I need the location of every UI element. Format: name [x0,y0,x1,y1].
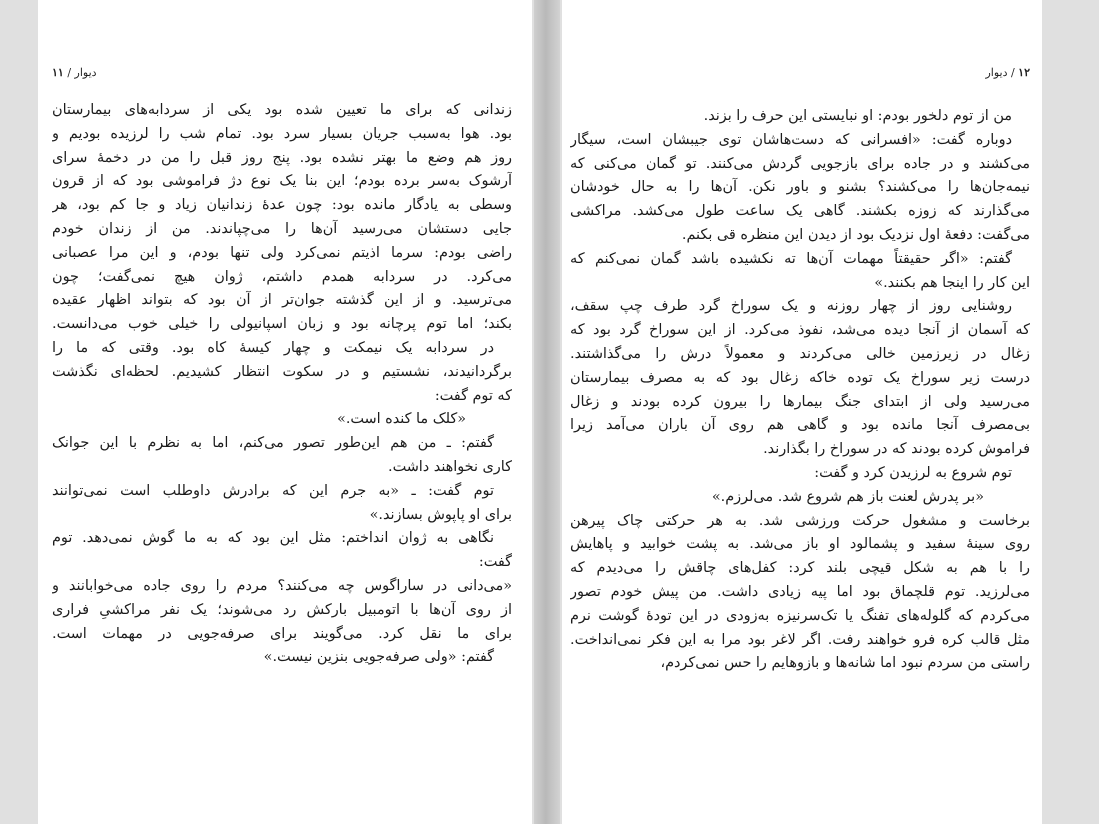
text-line: می‌گذارند که زوزه بکشند. گاهی یک ساعت طول می‌کشد. مراکشی [570,203,1030,220]
text-line: می‌کشند و در جاده برای بازجویی گردش می‌کنند. تو گمان می‌کنی که [570,155,1030,172]
page-header [52,66,97,79]
text-line: می‌گفت: دفعهٔ اول نزدیک بود از دیدن این منظره قی بکنم. [681,226,1030,243]
text-line: می‌کردم که گلوله‌های تفنگ یا تک‌سرنیزه به‌زودی در این تودهٔ گوشت نرم [570,607,1030,624]
page-number: ۱۱ [52,66,64,79]
text-line: من از توم دلخور بودم: او نبایستی این حرف را بزند. [703,108,1012,124]
text-line: برخاست و مشغول حرکت ورزشی شد. به هر حرکتی چاک پیرهن [570,512,1030,529]
page-number: ۱۲ [1018,66,1030,79]
text-line: بکند؛ اما توم پرچانه بود و زبان اسپانیولی را خیلی خوب می‌دانست. [52,316,512,333]
text-line: می‌لرزید. توم قلچماق بود اما پیه زیادی داشت. من پیش خودم تصور [570,583,1030,600]
text-line: می‌ترسید. و از این گذشته جوان‌تر از آن بود که بتواند اظهار عقیده [52,292,512,309]
text-line: روی سینهٔ سفید و پشمالود او باز می‌شد. به پشت خوابید و پاهایش [570,536,1030,553]
header-separator: / [63,66,75,79]
running-title: دیوار [985,66,1008,79]
text-line: مثل قالب کره فرو خواهند رفت. اگر لاغر بود مرا به این فکر نمی‌انداخت. [570,631,1030,648]
running-title: دیوار [74,66,97,79]
text-line: فراموش کرده بودند که در سوراخ را بگذارند. [763,441,1030,458]
text-line: «کلک ما کنده است.» [337,411,466,428]
text-line: این کار را اینجا هم بکنند.» [874,274,1030,291]
page-body-text [570,105,1030,676]
text-line: وسطی به یادگار مانده بود: چون عدهٔ زندانیان زیاد و جا کم بود، هر [52,197,512,214]
text-line: درست زیر سوراخ یک توده خاکه زغال بود که به مصرف بیمارستان [570,369,1030,386]
text-line: نگاهی به ژوان انداختم: مثل این بود که به ما گوش نمی‌دهد. توم [52,530,494,547]
text-line: «بر پدرش لعنت باز هم شروع شد. می‌لرزم.» [711,488,984,505]
text-line: از روی آن‌ها با اتومبیل بارکش رد می‌شوند؛ یک نفر مراکشیِ فراری [52,601,512,618]
text-line: دوباره گفت: «افسرانی که دست‌هاشان توی جیبشان است، سیگار [570,131,1012,148]
text-line: که توم گفت: [434,387,512,404]
text-line: برای او پاپوش بسازند.» [369,506,512,523]
text-line: راستی من سردم نبود اما شانه‌ها و بازوهایم را حس نمی‌کردم، [660,655,1030,672]
text-line: گفتم: «اگر حقیقتاً مهمات آن‌ها ته نکشیده باشد گمان نمی‌کنم که [570,250,1012,267]
page-body-text [52,99,512,670]
text-line: «می‌دانی در ساراگوس چه می‌کنند؟ مردم را روی جاده می‌خوابانند و [52,577,512,594]
text-line: روشنایی روز از چهار روزنه و یک سوراخ گرد طرف چپ سقف، [570,298,1012,315]
page-header [985,66,1030,79]
text-line: گفتم: ـ من هم این‌طور تصور می‌کنم، اما به نظرم با این جوانک [52,435,494,452]
header-separator: / [1007,66,1019,79]
text-line: راضی بودم: سرما اذیتم نمی‌کرد ولی تنها بودم، و این مرا عصبانی [52,244,512,261]
text-line: جایی دستشان می‌رسید آن‌ها را می‌چپاندند. من از زندان خودم [52,220,512,237]
right-page [562,0,1042,824]
text-line: توم شروع به لرزیدن کرد و گفت: [814,464,1012,481]
text-line: بود. هوا به‌سبب جریان بسیار سرد بود. تمام شب را لرزیده بودیم و [52,125,512,142]
text-line: گفتم: «ولی صرفه‌جویی بنزین نیست.» [263,649,494,666]
text-line: می‌کرد. در سردابه همدم داشتم، ژوان هیچ نمی‌گفت؛ چون [52,268,512,285]
text-line: آرشوک به‌سر برده بودم؛ این بنا یک نوع دژ فراموشی بود که از قرون [52,173,512,190]
text-line: برای ما نقل کرد. می‌گویند برای صرفه‌جویی در مهمات است. [52,625,512,642]
book-gutter [534,0,560,824]
text-line: را با هم به شکل قیچی بلند کرد: کفل‌های چاقش را می‌دیدم که [570,560,1030,577]
text-line: می‌رسید ولی از ابتدای جنگ بیمارها را بیرون کرده بودند و زغال [570,393,1030,410]
text-line: گفت: [478,554,512,571]
text-line: روز هم وضع ما بهتر نشده بود. پنج روز قبل را من در دخمهٔ سرای [52,149,512,166]
text-line: نیمه‌جان‌ها را می‌کشند؟ بشنو و باور نکن. آن‌ها را به حال خودشان [570,179,1030,196]
text-line: زندانی که برای ما تعیین شده بود یکی از سردابه‌های بیمارستان [52,102,512,118]
left-page [38,0,532,824]
text-line: توم گفت: ـ «به جرم این که برادرش داوطلب است نمی‌توانند [52,482,494,499]
text-line: در سردابه یک نیمکت و چهار کیسهٔ کاه بود. وقتی که ما را [52,339,494,356]
text-line: کاری نخواهند داشت. [388,458,512,475]
text-line: که آسمان از آنجا دیده می‌شد، نفوذ می‌کرد. از این سوراخ گرد بود که [570,322,1030,339]
text-line: زغال در زیرزمین خالی می‌کردند و معمولاً درش را می‌گذاشتند. [570,345,1030,362]
text-line: بی‌مصرف آنجا مانده بود و گاهی هم روی آن باران می‌آمد زیرا [570,417,1030,434]
text-line: برگردانیدند، نشستیم و در سکوت انتظار کشیدیم. لحظه‌ای نگذشت [52,363,512,380]
